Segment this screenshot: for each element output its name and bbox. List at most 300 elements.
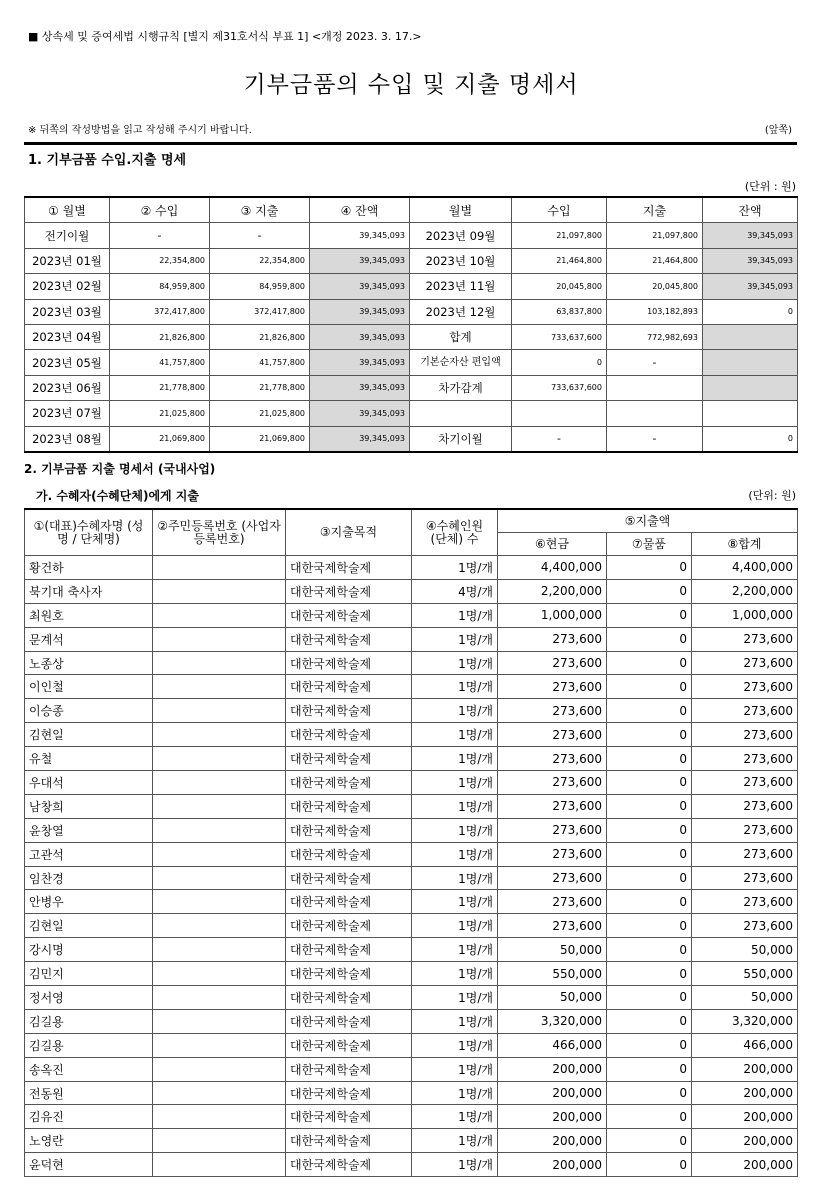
expense-cell: - [607,350,703,375]
registration-number [153,603,286,627]
recipient-name: 노종상 [25,651,153,675]
col-header-goods: ⑦물품 [607,533,692,556]
table-row [25,324,798,349]
goods-amount: 0 [607,986,692,1010]
recipient-count: 1명/개 [412,1081,498,1105]
expense-cell: 21,069,800 [210,426,310,452]
purpose: 대한국제학술제 [286,699,412,723]
goods-amount: 0 [607,1033,692,1057]
registration-number [153,579,286,603]
table-row [25,986,798,1010]
table-row [25,248,798,273]
month-cell: 차기이월 [410,426,512,452]
cash-amount: 273,600 [498,842,607,866]
total-amount: 273,600 [692,699,798,723]
purpose: 대한국제학술제 [286,986,412,1010]
income-cell: 21,069,800 [110,426,210,452]
table-row [25,1009,798,1033]
recipient-count: 1명/개 [412,842,498,866]
expense-cell [607,401,703,426]
total-amount: 4,400,000 [692,556,798,580]
recipient-name: 김유진 [25,1105,153,1129]
registration-number [153,1081,286,1105]
cash-amount: 466,000 [498,1033,607,1057]
income-expense-table [24,196,798,453]
recipient-count: 4명/개 [412,579,498,603]
income-cell: 21,826,800 [110,324,210,349]
table-row [25,747,798,771]
col-header-count: ④수혜인원 (단체) 수 [412,509,498,556]
cash-amount: 50,000 [498,986,607,1010]
table-row [25,938,798,962]
purpose: 대한국제학술제 [286,651,412,675]
goods-amount: 0 [607,699,692,723]
registration-number [153,747,286,771]
table-row [25,962,798,986]
table-row [25,675,798,699]
registration-number [153,627,286,651]
purpose: 대한국제학술제 [286,938,412,962]
cash-amount: 273,600 [498,818,607,842]
goods-amount: 0 [607,675,692,699]
total-amount: 50,000 [692,986,798,1010]
month-cell: 2023년 05월 [25,350,110,375]
recipient-name: 최원호 [25,603,153,627]
goods-amount: 0 [607,747,692,771]
month-cell: 2023년 02월 [25,274,110,299]
table-row [25,299,798,324]
recipient-count: 1명/개 [412,914,498,938]
month-cell: 2023년 10월 [410,248,512,273]
purpose: 대한국제학술제 [286,1033,412,1057]
registration-number [153,890,286,914]
expense-cell: 21,097,800 [607,223,703,248]
month-cell: 2023년 08월 [25,426,110,452]
cash-amount: 200,000 [498,1153,607,1177]
expense-cell: 22,354,800 [210,248,310,273]
cash-amount: 273,600 [498,723,607,747]
total-amount: 550,000 [692,962,798,986]
cash-amount: 200,000 [498,1105,607,1129]
month-cell: 차가감계 [410,375,512,400]
total-amount: 50,000 [692,938,798,962]
goods-amount: 0 [607,556,692,580]
table-row [25,723,798,747]
income-cell: 733,637,600 [512,324,607,349]
col-header: 월별 [410,197,512,223]
recipient-name: 강시명 [25,938,153,962]
instruction-note: ※ 뒤쪽의 작성방법을 읽고 작성해 주시기 바랍니다. [28,125,252,136]
recipient-count: 1명/개 [412,938,498,962]
balance-cell [703,401,798,426]
recipient-name: 김길용 [25,1033,153,1057]
cash-amount: 273,600 [498,651,607,675]
recipient-count: 1명/개 [412,1153,498,1177]
recipient-count: 1명/개 [412,747,498,771]
income-cell: 0 [512,350,607,375]
expense-cell: 41,757,800 [210,350,310,375]
expense-cell: - [607,426,703,452]
recipient-name: 김현일 [25,723,153,747]
table-row [25,223,798,248]
total-amount: 273,600 [692,842,798,866]
income-cell: 21,097,800 [512,223,607,248]
goods-amount: 0 [607,579,692,603]
goods-amount: 0 [607,818,692,842]
total-amount: 273,600 [692,627,798,651]
cash-amount: 200,000 [498,1129,607,1153]
purpose: 대한국제학술제 [286,1009,412,1033]
expense-cell: 21,464,800 [607,248,703,273]
page-title: 기부금품의 수입 및 지출 명세서 [243,72,579,98]
col-header: 잔액 [703,197,798,223]
total-amount: 273,600 [692,794,798,818]
recipient-name: 황건하 [25,556,153,580]
recipient-count: 1명/개 [412,699,498,723]
purpose: 대한국제학술제 [286,723,412,747]
table-row [25,842,798,866]
col-header: 수입 [512,197,607,223]
cash-amount: 273,600 [498,866,607,890]
goods-amount: 0 [607,627,692,651]
table-row [25,651,798,675]
income-cell: 21,778,800 [110,375,210,400]
goods-amount: 0 [607,842,692,866]
expense-cell: 20,045,800 [607,274,703,299]
table-row [25,914,798,938]
goods-amount: 0 [607,723,692,747]
registration-number [153,818,286,842]
month-cell: 2023년 12월 [410,299,512,324]
recipient-count: 1명/개 [412,1105,498,1129]
total-amount: 273,600 [692,771,798,795]
recipient-name: 윤창열 [25,818,153,842]
registration-number [153,962,286,986]
total-amount: 273,600 [692,866,798,890]
col-header: ① 월별 [25,197,110,223]
balance-cell: 39,345,093 [310,375,410,400]
balance-cell: 39,345,093 [310,299,410,324]
title-divider [24,142,797,145]
col-header-id: ②주민등록번호 (사업자등록번호) [153,509,286,556]
purpose: 대한국제학술제 [286,675,412,699]
income-cell: 21,025,800 [110,401,210,426]
total-amount: 273,600 [692,818,798,842]
total-amount: 273,600 [692,723,798,747]
table-row [25,375,798,400]
recipient-name: 남창희 [25,794,153,818]
table-row [25,1081,798,1105]
balance-cell [703,324,798,349]
purpose: 대한국제학술제 [286,771,412,795]
income-cell: 63,837,800 [512,299,607,324]
total-amount: 200,000 [692,1129,798,1153]
month-cell: 2023년 06월 [25,375,110,400]
expense-cell: 21,826,800 [210,324,310,349]
table-row [25,1129,798,1153]
cash-amount: 200,000 [498,1057,607,1081]
registration-number [153,1153,286,1177]
month-cell: 합계 [410,324,512,349]
total-amount: 3,320,000 [692,1009,798,1033]
registration-number [153,794,286,818]
registration-number [153,675,286,699]
recipient-count: 1명/개 [412,962,498,986]
cash-amount: 273,600 [498,890,607,914]
purpose: 대한국제학술제 [286,1105,412,1129]
table-row [25,818,798,842]
purpose: 대한국제학술제 [286,962,412,986]
income-cell: 84,959,800 [110,274,210,299]
recipient-count: 1명/개 [412,866,498,890]
goods-amount: 0 [607,771,692,795]
income-cell [512,401,607,426]
col-header-amount: ⑤지출액 [498,509,798,533]
expense-cell: 772,982,693 [607,324,703,349]
col-header: ④ 잔액 [310,197,410,223]
purpose: 대한국제학술제 [286,842,412,866]
table-row [25,890,798,914]
purpose: 대한국제학술제 [286,627,412,651]
balance-cell: 39,345,093 [310,324,410,349]
table-header-row [25,509,798,533]
table-header-row [25,197,798,223]
total-amount: 273,600 [692,914,798,938]
month-cell: 2023년 04월 [25,324,110,349]
expense-cell [607,375,703,400]
recipient-count: 1명/개 [412,1033,498,1057]
total-amount: 273,600 [692,675,798,699]
balance-cell: 39,345,093 [310,248,410,273]
total-amount: 273,600 [692,747,798,771]
balance-cell: 39,345,093 [310,426,410,452]
goods-amount: 0 [607,794,692,818]
goods-amount: 0 [607,1105,692,1129]
col-header-name: ①(대표)수혜자명 (성명 / 단체명) [25,509,153,556]
recipient-count: 1명/개 [412,890,498,914]
total-amount: 200,000 [692,1081,798,1105]
recipient-count: 1명/개 [412,651,498,675]
purpose: 대한국제학술제 [286,579,412,603]
balance-cell: 39,345,093 [703,248,798,273]
month-cell: 2023년 11월 [410,274,512,299]
income-cell: - [110,223,210,248]
goods-amount: 0 [607,1081,692,1105]
balance-cell: 0 [703,299,798,324]
col-header-total: ⑧합계 [692,533,798,556]
purpose: 대한국제학술제 [286,818,412,842]
table-row [25,556,798,580]
table-row [25,866,798,890]
table-row [25,771,798,795]
recipient-name: 북기대 축사자 [25,579,153,603]
recipient-count: 1명/개 [412,556,498,580]
recipient-count: 1명/개 [412,818,498,842]
month-cell: 2023년 07월 [25,401,110,426]
recipient-name: 김민지 [25,962,153,986]
purpose: 대한국제학술제 [286,1081,412,1105]
cash-amount: 1,000,000 [498,603,607,627]
expense-cell: 21,025,800 [210,401,310,426]
purpose: 대한국제학술제 [286,1153,412,1177]
recipient-name: 김길용 [25,1009,153,1033]
registration-number [153,866,286,890]
table-row [25,579,798,603]
section1-title: 1. 기부금품 수입.지출 명세 [28,153,187,168]
law-reference: ■ 상속세 및 증여세법 시행규칙 [별지 제31호서식 부표 1] <개정 2023. 3. 17.> [28,30,422,43]
registration-number [153,1033,286,1057]
total-amount: 2,200,000 [692,579,798,603]
total-amount: 200,000 [692,1057,798,1081]
col-header-purpose: ③지출목적 [286,509,412,556]
recipient-name: 노영란 [25,1129,153,1153]
goods-amount: 0 [607,1057,692,1081]
month-cell: 2023년 09월 [410,223,512,248]
table-row [25,426,798,452]
registration-number [153,1129,286,1153]
expense-cell: 103,182,893 [607,299,703,324]
income-cell: 20,045,800 [512,274,607,299]
table-row [25,1033,798,1057]
registration-number [153,1009,286,1033]
table-row [25,274,798,299]
registration-number [153,771,286,795]
table-row [25,350,798,375]
expense-cell: 84,959,800 [210,274,310,299]
cash-amount: 273,600 [498,747,607,771]
col-header: ② 수입 [110,197,210,223]
recipient-name: 전동원 [25,1081,153,1105]
recipient-name: 송옥진 [25,1057,153,1081]
goods-amount: 0 [607,866,692,890]
total-amount: 200,000 [692,1153,798,1177]
balance-cell: 39,345,093 [310,274,410,299]
cash-amount: 273,600 [498,627,607,651]
page-side-label: (앞쪽) [764,125,792,136]
goods-amount: 0 [607,651,692,675]
recipient-count: 1명/개 [412,771,498,795]
expenditure-table [24,508,798,1177]
registration-number [153,651,286,675]
balance-cell: 0 [703,426,798,452]
balance-cell [703,350,798,375]
col-header-cash: ⑥현금 [498,533,607,556]
table-row [25,699,798,723]
goods-amount: 0 [607,1009,692,1033]
total-amount: 200,000 [692,1105,798,1129]
purpose: 대한국제학술제 [286,1057,412,1081]
total-amount: 273,600 [692,890,798,914]
income-cell: 21,464,800 [512,248,607,273]
total-amount: 1,000,000 [692,603,798,627]
recipient-count: 1명/개 [412,675,498,699]
registration-number [153,914,286,938]
recipient-name: 윤덕현 [25,1153,153,1177]
income-cell: 22,354,800 [110,248,210,273]
section1-unit: (단위 : 원) [744,180,796,193]
goods-amount: 0 [607,1129,692,1153]
recipient-count: 1명/개 [412,986,498,1010]
income-cell: 41,757,800 [110,350,210,375]
section2-title: 2. 기부금품 지출 명세서 (국내사업) [24,462,216,476]
registration-number [153,556,286,580]
balance-cell: 39,345,093 [703,274,798,299]
balance-cell: 39,345,093 [310,401,410,426]
table-row [25,603,798,627]
cash-amount: 273,600 [498,675,607,699]
recipient-name: 김현일 [25,914,153,938]
cash-amount: 200,000 [498,1081,607,1105]
recipient-name: 문계석 [25,627,153,651]
recipient-count: 1명/개 [412,1129,498,1153]
registration-number [153,699,286,723]
registration-number [153,1057,286,1081]
cash-amount: 2,200,000 [498,579,607,603]
income-cell: 733,637,600 [512,375,607,400]
month-cell [410,401,512,426]
goods-amount: 0 [607,890,692,914]
expense-cell: - [210,223,310,248]
table-row [25,1105,798,1129]
table-row [25,1153,798,1177]
goods-amount: 0 [607,603,692,627]
table-row [25,401,798,426]
balance-cell [703,375,798,400]
table-row [25,1057,798,1081]
recipient-count: 1명/개 [412,794,498,818]
cash-amount: 3,320,000 [498,1009,607,1033]
col-header: ③ 지출 [210,197,310,223]
purpose: 대한국제학술제 [286,914,412,938]
month-cell: 기본순자산 편입액 [410,350,512,375]
cash-amount: 273,600 [498,914,607,938]
expense-cell: 372,417,800 [210,299,310,324]
cash-amount: 50,000 [498,938,607,962]
cash-amount: 273,600 [498,699,607,723]
income-cell: - [512,426,607,452]
month-cell: 전기이월 [25,223,110,248]
purpose: 대한국제학술제 [286,866,412,890]
registration-number [153,986,286,1010]
expense-cell: 21,778,800 [210,375,310,400]
goods-amount: 0 [607,938,692,962]
income-cell: 372,417,800 [110,299,210,324]
goods-amount: 0 [607,962,692,986]
balance-cell: 39,345,093 [703,223,798,248]
month-cell: 2023년 01월 [25,248,110,273]
recipient-count: 1명/개 [412,1057,498,1081]
recipient-name: 유철 [25,747,153,771]
registration-number [153,938,286,962]
cash-amount: 550,000 [498,962,607,986]
purpose: 대한국제학술제 [286,747,412,771]
purpose: 대한국제학술제 [286,794,412,818]
recipient-name: 고관석 [25,842,153,866]
cash-amount: 273,600 [498,771,607,795]
total-amount: 466,000 [692,1033,798,1057]
month-cell: 2023년 03월 [25,299,110,324]
registration-number [153,842,286,866]
recipient-count: 1명/개 [412,603,498,627]
recipient-name: 이인철 [25,675,153,699]
recipient-name: 안병우 [25,890,153,914]
col-header: 지출 [607,197,703,223]
recipient-name: 정서영 [25,986,153,1010]
cash-amount: 273,600 [498,794,607,818]
balance-cell: 39,345,093 [310,223,410,248]
section2-subtitle: 가. 수혜자(수혜단체)에게 지출 [36,489,199,503]
purpose: 대한국제학술제 [286,890,412,914]
